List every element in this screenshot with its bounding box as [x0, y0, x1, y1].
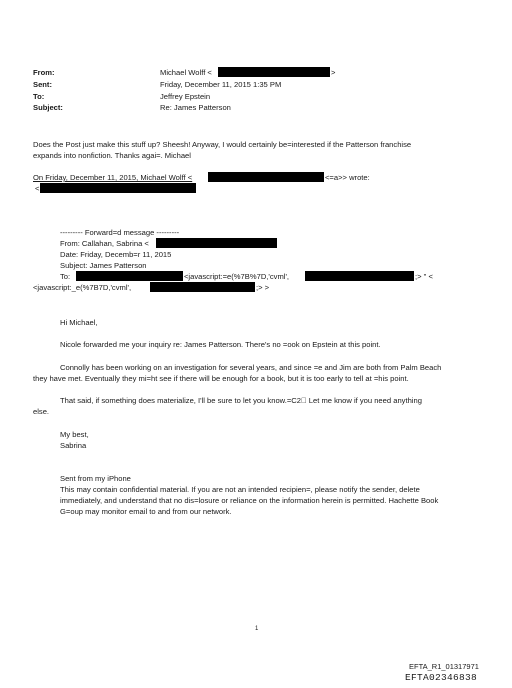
sent-value: Friday, December 11, 2015 1:35 PM — [160, 80, 282, 89]
bates-number-primary: EFTA_R1_01317971 — [409, 662, 479, 671]
signoff-line2: Sabrina — [60, 441, 87, 450]
redaction-from — [218, 67, 330, 77]
sent-from-iphone: Sent from my iPhone — [60, 474, 131, 483]
body-para1-line2: expands into nonfiction. Thanks agai=. Michael — [33, 151, 191, 160]
sent-label: Sent: — [33, 80, 52, 89]
fwd-to-label: To: — [60, 272, 71, 281]
subject-label: Subject: — [33, 103, 63, 112]
quote-line1-prefix: On Friday, December 11, 2015, Michael Wolff < — [33, 173, 193, 182]
subject-value: Re: James Patterson — [160, 103, 231, 112]
redaction-fwd-to2 — [305, 271, 414, 281]
para-that-line2: else. — [33, 407, 50, 416]
para-nicole: Nicole forwarded me your inquiry re: James Patterson. There's no =ook on Epstein at this point. — [60, 340, 381, 349]
redaction-fwd-to1 — [76, 271, 183, 281]
to-value: Jeffrey Epstein — [160, 92, 211, 101]
redaction-quote2 — [40, 183, 196, 193]
para-connolly-line1: Connolly has been working on an investigation for several years, and since =e and Jim are both from Palm Beach — [60, 363, 442, 372]
fwd-header: --------- Forward=d message --------- — [60, 228, 180, 237]
fwd-subject: Subject: James Patterson — [60, 261, 147, 270]
quote-line1-suffix: <=a>> wrote: — [325, 173, 370, 182]
page-number: 1 — [255, 626, 259, 632]
fwd-to-end2: ;> > — [256, 283, 270, 292]
from-label: From: — [33, 68, 55, 77]
fwd-to-js1: <javascript:=e(%7B%7D,'cvml', — [184, 272, 290, 281]
confidential-line1: This may contain confidential material. If you are not an intended recipien=, please notify the sender, delete — [60, 485, 420, 494]
redaction-quote1 — [208, 172, 324, 182]
fwd-to-js2: <javascript:_e(%7B7D,'cvml', — [33, 283, 132, 292]
bates-number-secondary: EFTA02346838 — [405, 672, 478, 683]
signoff-line1: My best, — [60, 430, 89, 439]
confidential-line3: G=oup may monitor email to and from our network. — [60, 507, 232, 516]
confidential-line2: immediately, and understand that no dis=losure or reliance on the information herein is permitted. Hachette Book — [60, 496, 439, 505]
from-value: Michael Wolff < — [160, 68, 212, 77]
redaction-fwd-from — [156, 238, 277, 248]
quote-line2-prefix: < — [35, 184, 40, 193]
from-suffix: > — [331, 68, 336, 77]
fwd-date: Date: Friday, Decemb=r 11, 2015 — [60, 250, 172, 259]
body-para1-line1: Does the Post just make this stuff up? Sheesh! Anyway, I would certainly be=interested if the Patterson franchise — [33, 140, 412, 149]
para-connolly-line2: they have met. Eventually they mi=ht see if there will be enough for a book, but it is too early to tell at =his point. — [33, 374, 409, 383]
to-label: To: — [33, 92, 45, 101]
greeting: Hi Michael, — [60, 318, 98, 327]
fwd-from: From: Callahan, Sabrina < — [60, 239, 149, 248]
para-that-line1: That said, if something does materialize, I'll be sure to let you know.=C2  Let me know if you need anything — [60, 396, 422, 405]
redaction-fwd-to3 — [150, 282, 255, 292]
fwd-to-end1: ;> " < — [415, 272, 433, 281]
